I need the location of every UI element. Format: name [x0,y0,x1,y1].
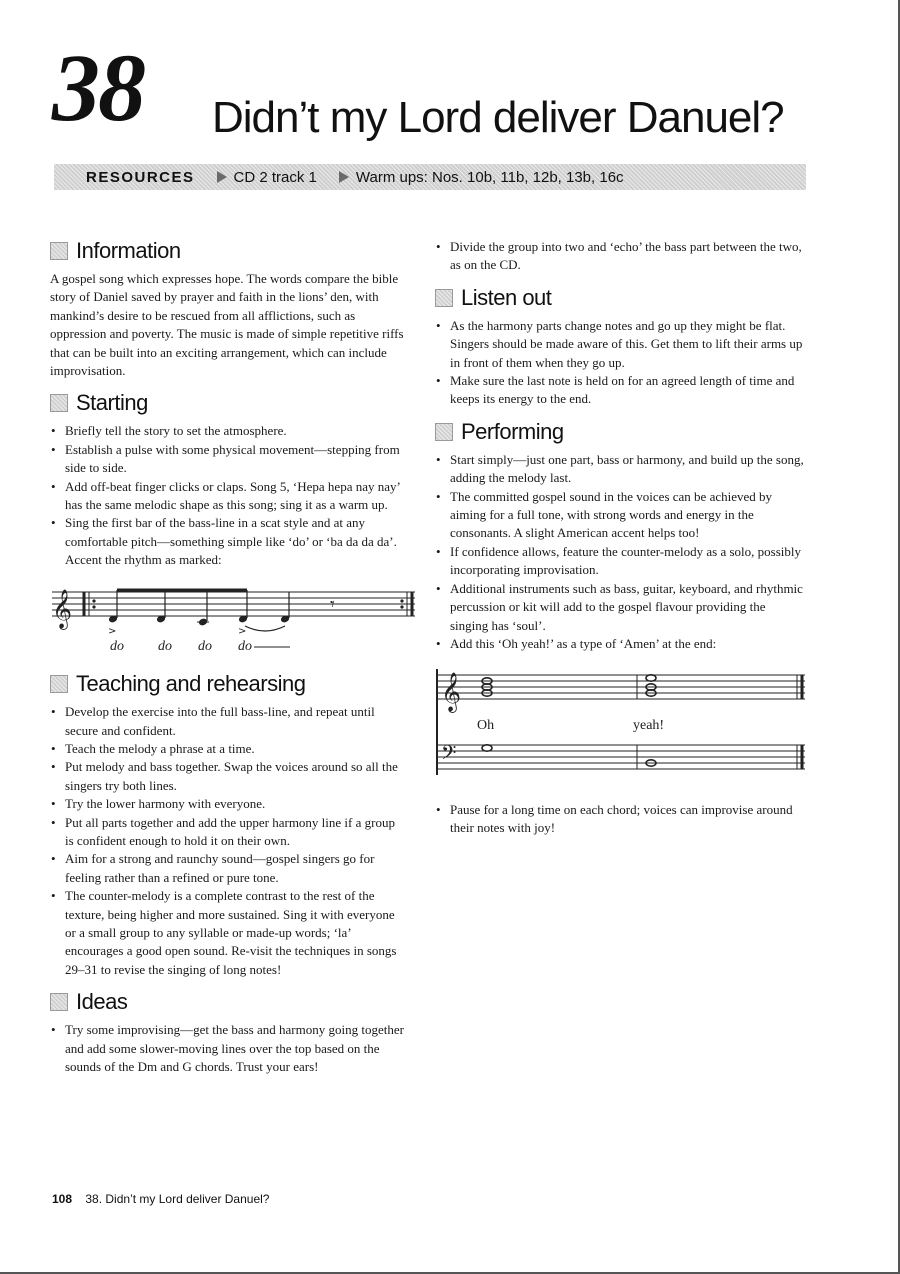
svg-text:>: > [108,625,117,637]
resources-bar [54,164,806,190]
right-column [435,238,805,838]
list-item: • Divide the group into two and ‘echo’ the bass part between the two, as on the CD. [435,238,805,275]
listen-out-list [435,317,805,409]
resources-label: RESOURCES [86,168,195,186]
list-item: • Establish a pulse with some physical movement—stepping from side to side. [50,441,405,478]
list-item: • If confidence allows, feature the counter-melody as a solo, possibly incorporating improvisation. [435,543,805,580]
ideas-list [50,1021,405,1076]
list-item: • Start simply—just one part, bass or harmony, and build up the song, adding the melody last. [435,451,805,488]
syllable: do [238,638,252,654]
performing-list [435,451,805,653]
list-item: • Briefly tell the story to set the atmosphere. [50,422,405,440]
list-item: • The counter-melody is a complete contrast to the rest of the texture, being higher and more sustained. Sing it with everyone or a small group to any syllable or made-up words; ‘la’ encourages a good open sound. Re-visit the techniques in songs 29–31 to revise the singing of long notes! [50,887,405,979]
svg-text:>: > [238,625,247,637]
list-item: • Make sure the last note is held on for an agreed length of time and keeps its energy to the end. [435,372,805,409]
syllable: do [158,638,172,654]
resource-warm-ups-text: Warm ups: Nos. 10b, 11b, 12b, 13b, 16c [355,168,624,186]
ideas-heading-text: Ideas [76,989,128,1015]
triangle-right-icon [339,171,349,183]
page-footer [52,1192,269,1206]
treble-clef-icon: 𝄞 [52,588,73,629]
resource-warm-ups [339,169,624,186]
information-heading-text: Information [76,238,181,263]
listen-out-heading-text: Listen out [461,284,552,310]
performing-heading [435,419,805,445]
section-box-icon [435,423,453,441]
syllable: do [198,638,212,654]
treble-clef-icon: 𝄞 [441,672,462,713]
bass-line-notation [50,580,405,661]
lyric: yeah! [633,718,665,734]
section-box-icon [50,675,68,693]
song-number: 38 [52,34,144,141]
page-number: 108 [52,1192,73,1206]
footer-title: 38. Didn’t my Lord deliver Danuel? [85,1192,270,1206]
list-item: • Aim for a strong and raunchy sound—gospel singers go for feeling rather than a refined or pure tone. [50,850,405,887]
list-item: • The committed gospel sound in the voices can be achieved by aiming for a full tone, with strong words and energy in the consonants. A slight American accent helps too! [435,488,805,543]
performing-heading-text: Performing [461,418,564,444]
list-item: • Pause for a long time on each chord; voices can improvise around their notes with joy! [435,801,805,838]
section-box-icon [50,993,68,1011]
pause-list [435,801,805,838]
lyric: Oh [477,718,495,734]
listen-out-heading [435,285,805,311]
syllable: do [110,638,124,654]
teaching-heading [50,671,405,697]
information-text: A gospel song which expresses hope. The words compare the bible story of Daniel saved by prayer and faith in the lions’ den, with mankind’s desire to be rescued from all afflictions, such as oppression and poverty. The music is made of simple repetitive riffs that can be built into an exciting arrangement, which can include improvisation. [50,271,404,379]
list-item: • Add off-beat finger clicks or claps. Song 5, ‘Hepa hepa nay nay’ has the same melodic shape as this song; sing it as a warm up. [50,478,405,515]
music-staff-bass-riff [50,580,420,656]
teaching-heading-text: Teaching and rehearsing [76,671,306,697]
music-staff-oh-yeah [435,663,807,791]
list-item: • Teach the melody a phrase at a time. [50,740,405,758]
rest-icon: 𝄾 [330,593,335,615]
resource-cd-track [217,169,317,186]
ideas-heading [50,989,405,1015]
starting-heading-text: Starting [76,390,148,416]
section-box-icon [435,289,453,307]
amen-notation [435,663,805,796]
bass-clef-icon: 𝄢 [441,741,457,770]
echo-list [435,238,805,275]
list-item: • Add this ‘Oh yeah!’ as a type of ‘Amen’ at the end: [435,635,805,653]
triangle-right-icon [217,171,227,183]
list-item: • Sing the first bar of the bass-line in a scat style and at any comfortable pitch—something simple like ‘do’ or ‘ba da da da’. Accent the rhythm as marked: [50,514,405,569]
list-item: • Try the lower harmony with everyone. [50,795,405,813]
section-box-icon [50,394,68,412]
list-item: • As the harmony parts change notes and go up they might be flat. Singers should be made aware of this. Get them to lift their arms up in front of them when they go up. [435,317,805,372]
starting-list [50,422,405,569]
list-item: • Develop the exercise into the full bass-line, and repeat until secure and confident. [50,703,405,740]
song-title: Didn’t my Lord deliver Danuel? [212,93,784,142]
left-column [50,228,405,1076]
list-item: • Put melody and bass together. Swap the voices around so all the singers try both lines. [50,758,405,795]
starting-heading [50,390,405,416]
list-item: • Try some improvising—get the bass and harmony going together and add some slower-moving lines over the top based on the sounds of the Dm and G chords. Trust your ears! [50,1021,405,1076]
list-item: • Additional instruments such as bass, guitar, keyboard, and rhythmic percussion or kit will add to the gospel flavour providing the singing has ‘soul’. [435,580,805,635]
teaching-list [50,703,405,979]
list-item: • Put all parts together and add the upper harmony line if a group is confident enough to hold it on their own. [50,814,405,851]
section-box-icon [50,242,68,260]
information-heading [50,238,405,264]
resource-cd-track-text: CD 2 track 1 [233,168,317,186]
